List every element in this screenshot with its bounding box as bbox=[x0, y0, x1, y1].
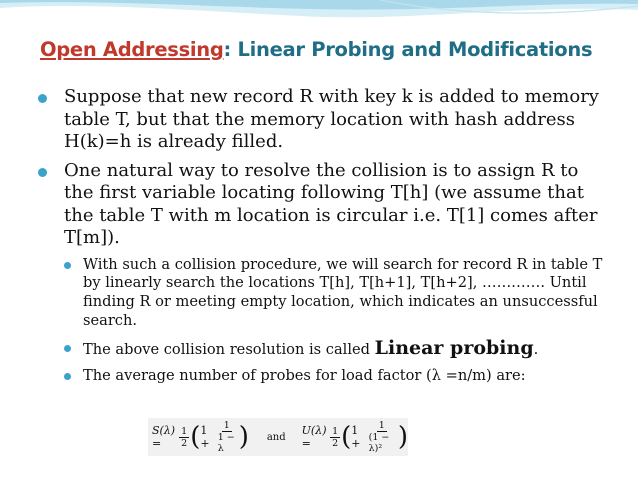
subbullet-dot bbox=[64, 262, 71, 269]
subbullet-text: The average number of probes for load factor (λ =n/m) are: bbox=[83, 367, 526, 385]
bullet-dot bbox=[38, 168, 47, 177]
formula-u-one-plus: 1 + bbox=[351, 424, 361, 450]
slide-title bbox=[40, 38, 592, 61]
subbullet-dot bbox=[64, 373, 71, 380]
subbullet-dot bbox=[64, 345, 71, 352]
formula-paren-open: ( bbox=[341, 422, 352, 452]
formula-u-half: $\frac{1}{2}$ bbox=[332, 425, 339, 449]
subbullet-text: With such a collision procedure, we will search for record R in table T by linearly search the locations T[h], T[h+1], T[h+2], …………. Until finding R or meeting empty location, which indicates an unsuccessful search. bbox=[83, 255, 603, 329]
formula-u-lhs: U(λ) = bbox=[301, 424, 327, 450]
linear-probing-term: Linear probing bbox=[374, 336, 534, 359]
title-topic: Open Addressing bbox=[40, 38, 224, 61]
formula-and: and bbox=[266, 431, 286, 443]
formula-paren-open: ( bbox=[190, 422, 201, 452]
bullet-text: Suppose that new record R with key k is added to memory table T, but that the memory location with hash address H(k)=h is already filled. bbox=[64, 86, 599, 152]
subbullet-linear-probing bbox=[38, 336, 608, 360]
formula-s-inner: $\frac{1}{1 - \lambda}$ bbox=[217, 420, 235, 454]
bullet-dot bbox=[38, 94, 47, 103]
formula-u-inner: $\frac{1}{\text{(1 − λ)²}}$ bbox=[368, 420, 390, 454]
subbullet-text-end: . bbox=[533, 340, 539, 358]
formula-paren-close: ) bbox=[238, 422, 249, 452]
subbullet-linear-search bbox=[38, 256, 608, 331]
formula-s-half: $\frac{1}{2}$ bbox=[181, 425, 188, 449]
title-subtopic: : Linear Probing and Modifications bbox=[223, 38, 593, 61]
subbullet-text: The above collision resolution is called bbox=[83, 340, 375, 358]
bullet-new-record bbox=[38, 86, 608, 154]
probe-formula-image bbox=[148, 418, 408, 456]
bullet-resolve-collision bbox=[38, 160, 608, 250]
subbullet-average-probes bbox=[38, 367, 608, 386]
slide-content bbox=[38, 86, 608, 394]
bullet-text: One natural way to resolve the collision is to assign R to the first variable locating following T[h] (we assume that the table T with m location is circular i.e. T[1] comes after T[m]). bbox=[64, 159, 598, 248]
formula-s-one-plus: 1 + bbox=[200, 424, 210, 450]
formula-paren-close: ) bbox=[397, 422, 408, 452]
formula-s-lhs: S(λ) = bbox=[152, 424, 176, 450]
